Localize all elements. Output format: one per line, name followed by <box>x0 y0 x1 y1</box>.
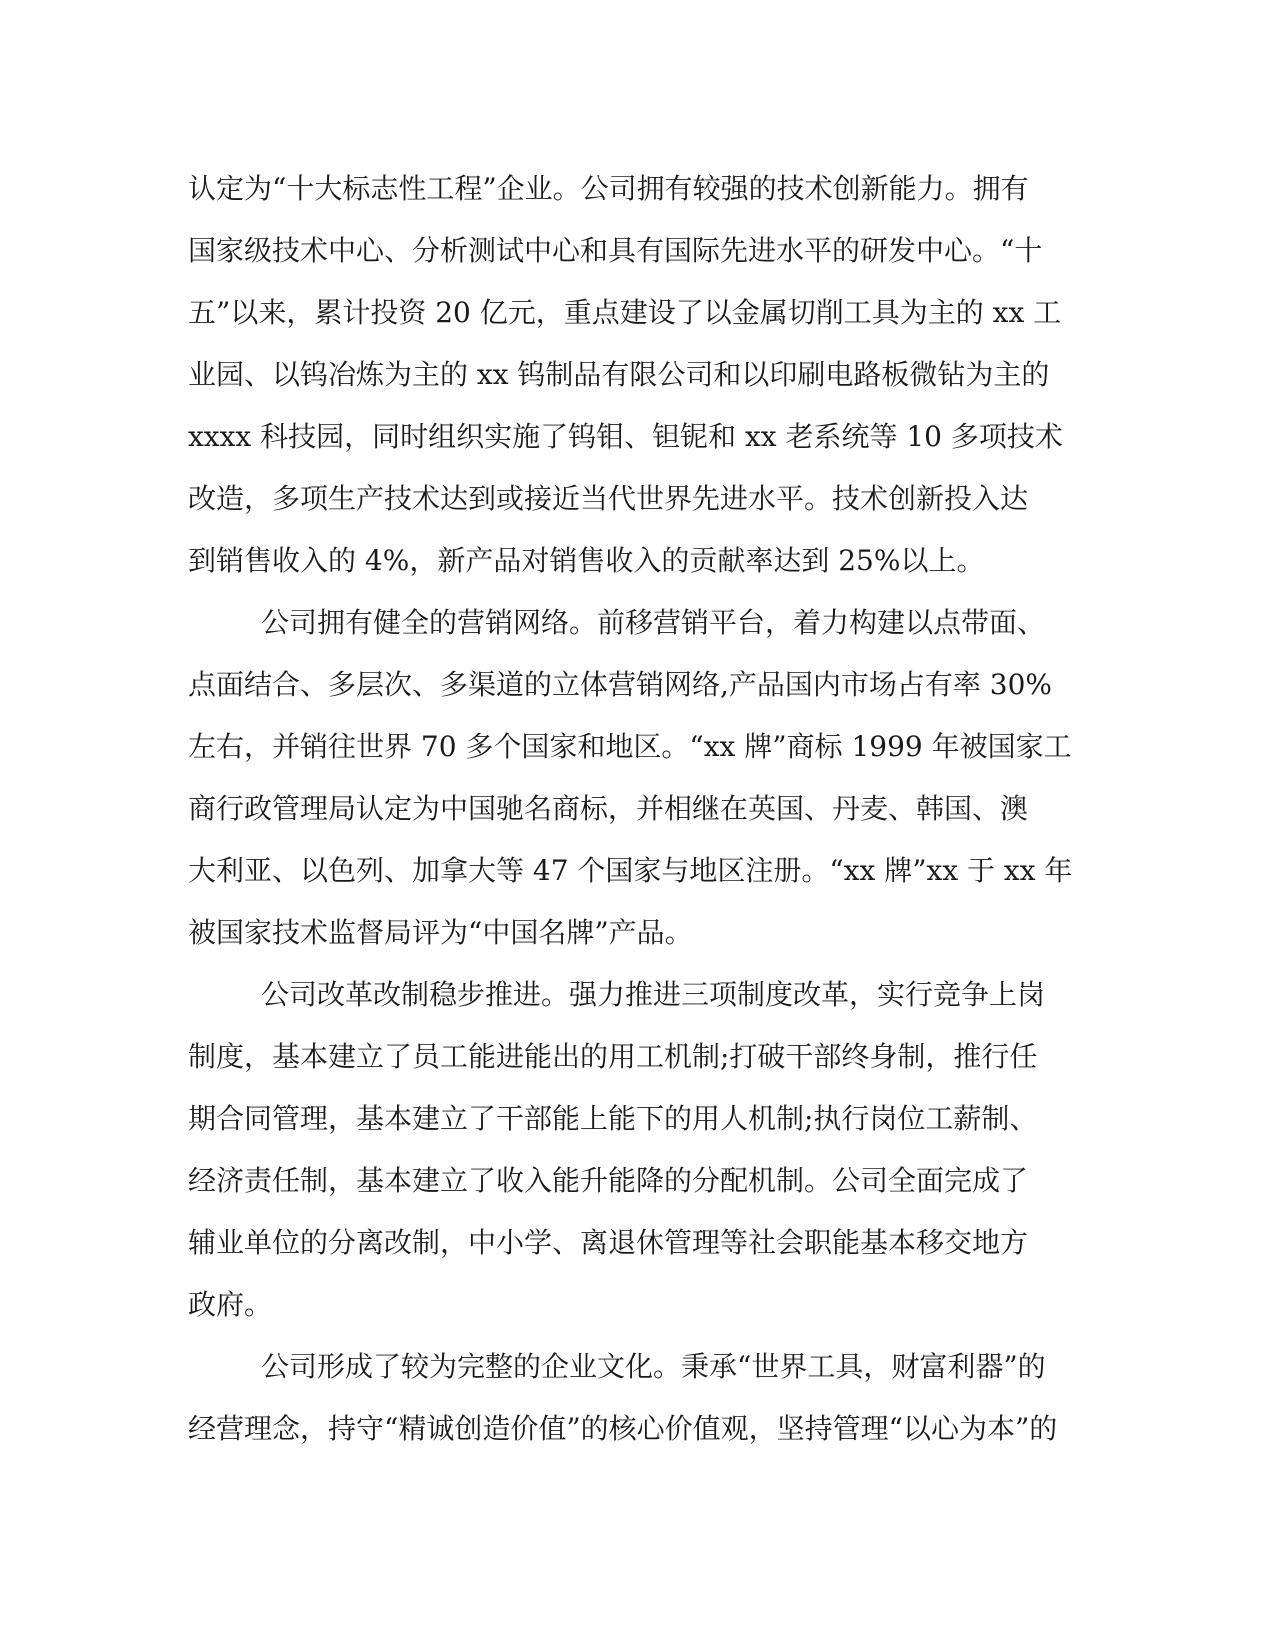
text-line: 经营理念，持守“精诚创造价值”的核心价值观，坚持管理“以心为本”的 <box>188 1412 1058 1445</box>
paragraph-corporate-culture <box>188 1336 1068 1460</box>
text-line: 经济责任制，基本建立了收入能升能降的分配机制。公司全面完成了 <box>188 1164 1029 1197</box>
text-line: 点面结合、多层次、多渠道的立体营销网络,产品国内市场占有率 30% <box>188 668 1053 701</box>
document-body <box>188 158 1073 1460</box>
paragraph-reform <box>188 964 1068 1336</box>
text-line: 公司改革改制稳步推进。强力推进三项制度改革，实行竞争上岗 <box>261 978 1046 1011</box>
text-line: xxxx 科技园，同时组织实施了钨钼、钽铌和 xx 老系统等 10 多项技术 <box>188 420 1063 453</box>
text-line: 期合同管理，基本建立了干部能上能下的用人机制;执行岗位工薪制、 <box>188 1102 1038 1135</box>
text-line: 大利亚、以色列、加拿大等 47 个国家与地区注册。“xx 牌”xx 于 xx 年 <box>188 854 1073 887</box>
text-line: 认定为“十大标志性工程”企业。公司拥有较强的技术创新能力。拥有 <box>188 172 1029 205</box>
text-line: 辅业单位的分离改制，中小学、离退休管理等社会职能基本移交地方 <box>188 1226 1029 1259</box>
paragraph-tech-innovation <box>188 158 1068 592</box>
text-line: 公司拥有健全的营销网络。前移营销平台，着力构建以点带面、 <box>261 606 1046 639</box>
text-line: 到销售收入的 4%，新产品对销售收入的贡献率达到 25%以上。 <box>188 544 985 577</box>
text-line: 业园、以钨冶炼为主的 xx 钨制品有限公司和以印刷电路板微钻为主的 <box>188 358 1050 391</box>
paragraph-marketing-network <box>188 592 1073 964</box>
text-line: 政府。 <box>188 1288 273 1321</box>
text-line: 五”以来，累计投资 20 亿元，重点建设了以金属切削工具为主的 xx 工 <box>188 296 1062 329</box>
text-line: 被国家技术监督局评为“中国名牌”产品。 <box>188 916 693 949</box>
text-line: 改造，多项生产技术达到或接近当代世界先进水平。技术创新投入达 <box>188 482 1029 515</box>
text-line: 国家级技术中心、分析测试中心和具有国际先进水平的研发中心。“十 <box>188 234 1043 267</box>
text-line: 左右，并销往世界 70 多个国家和地区。“xx 牌”商标 1999 年被国家工 <box>188 730 1072 763</box>
text-line: 制度，基本建立了员工能进能出的用工机制;打破干部终身制，推行任 <box>188 1040 1038 1073</box>
text-line: 公司形成了较为完整的企业文化。秉承“世界工具，财富利器”的 <box>261 1350 1046 1383</box>
text-line: 商行政管理局认定为中国驰名商标，并相继在英国、丹麦、韩国、澳 <box>188 792 1029 825</box>
